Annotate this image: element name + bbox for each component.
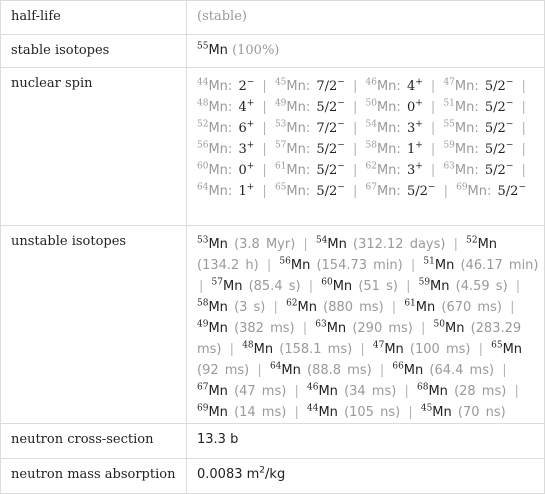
isotope-mass: 65 (491, 340, 503, 351)
spin-mass: 44 (197, 77, 209, 88)
spin-value: 6 (238, 121, 247, 136)
separator: | (430, 163, 436, 178)
spin-mass: 69 (456, 182, 468, 193)
spin-parity: − (337, 98, 345, 109)
isotope-half-life: (283.29 ms) (197, 321, 522, 357)
isotope-half-life: (64.4 ms) (429, 363, 495, 378)
isotope-mass: 54 (315, 235, 328, 246)
row-nuclear-spin (1, 68, 545, 226)
spin-value: 5/2 (497, 184, 519, 199)
isotope-mass: 53 (197, 235, 209, 246)
spin-parity: + (415, 77, 423, 88)
separator: | (352, 121, 358, 136)
unstable-isotope-entry (307, 384, 396, 399)
spin-element: Mn: (454, 121, 479, 136)
isotope-half-life: (100 ms) (409, 342, 471, 357)
spin-entry (275, 121, 345, 136)
unstable-isotope-entry (417, 384, 506, 399)
separator: | (352, 142, 358, 157)
isotope-element: Mn (253, 342, 274, 357)
unstable-isotope-entry (197, 405, 286, 420)
unstable-isotope-entry (212, 279, 301, 294)
separator: | (266, 258, 272, 273)
isotope-mass: 62 (286, 298, 298, 309)
isotope-half-life: (290 ms) (352, 321, 413, 336)
isotope-element: Mn (444, 321, 465, 336)
spin-mass: 54 (365, 119, 377, 130)
spin-element: Mn: (208, 184, 233, 199)
separator: | (391, 300, 397, 315)
spin-parity: + (415, 140, 423, 151)
spin-entry (275, 79, 345, 94)
spin-element: Mn: (376, 184, 401, 199)
separator: | (303, 237, 308, 252)
separator: | (262, 121, 267, 136)
isotope-half-life: (34 ms) (344, 384, 397, 399)
value-nuclear-spin (187, 68, 545, 226)
spin-value: 1 (238, 184, 247, 199)
spin-parity: − (337, 119, 345, 130)
isotope-half-life: (158.1 ms) (279, 342, 353, 357)
unstable-isotope-entry (242, 342, 352, 357)
separator: | (421, 321, 426, 336)
value-half-life (187, 1, 545, 35)
unstable-isotope-entry (321, 279, 398, 294)
spin-entry (197, 184, 254, 199)
isotope-element: Mn (477, 237, 498, 252)
spin-mass: 57 (274, 140, 287, 151)
isotope-element: Mn (326, 321, 347, 336)
separator: | (352, 163, 358, 178)
isotope-half-life: (47 ms) (234, 384, 287, 399)
isotope-element: Mn (430, 279, 450, 294)
spin-mass: 51 (443, 98, 455, 109)
separator: | (443, 184, 448, 199)
isotope-element: Mn (415, 300, 436, 315)
spin-parity: + (415, 161, 423, 172)
separator: | (406, 279, 411, 294)
separator: | (453, 237, 458, 252)
isotope-element: Mn (327, 237, 347, 252)
spin-mass: 45 (274, 77, 287, 88)
isotope-mass: 44 (307, 403, 319, 414)
row-stable-isotopes (1, 35, 545, 68)
spin-element: Mn: (208, 79, 233, 94)
isotope-element: Mn (318, 384, 338, 399)
isotope-mass: 59 (418, 277, 431, 288)
separator: | (262, 163, 267, 178)
spin-entry (366, 79, 423, 94)
isotope-mass: 58 (197, 298, 209, 309)
value-unstable-isotopes (187, 226, 545, 424)
isotope-half-life: (880 ms) (323, 300, 384, 315)
isotope-mass: 63 (315, 319, 327, 330)
isotope-half-life: (92 ms) (197, 363, 250, 378)
spin-entry (197, 121, 254, 136)
spin-parity: − (337, 182, 345, 193)
separator: | (257, 363, 262, 378)
spin-value: 5/2 (484, 100, 506, 115)
isotope-element: Mn (384, 342, 404, 357)
label-neutron-cross-section: neutron cross-section (1, 424, 187, 459)
separator: | (430, 100, 436, 115)
spin-element: Mn: (286, 142, 311, 157)
separator: | (404, 384, 409, 399)
isotope-half-life: (3 s) (234, 300, 266, 315)
separator: | (430, 79, 436, 94)
separator: | (510, 300, 515, 315)
isotope-element: Mn (403, 363, 424, 378)
separator: | (408, 405, 413, 420)
spin-value: 7/2 (316, 79, 338, 94)
spin-parity: − (337, 161, 345, 172)
unstable-isotope-entry (286, 300, 384, 315)
separator: | (352, 184, 358, 199)
isotope-half-life: (14 ms) (234, 405, 287, 420)
separator: | (521, 121, 526, 136)
spin-mass: 55 (443, 119, 455, 130)
neutron-mass-absorption-exponent: 2 (259, 465, 266, 476)
separator: | (410, 258, 416, 273)
isotope-mass: 66 (392, 361, 404, 372)
label-nuclear-spin: nuclear spin (1, 68, 187, 226)
spin-entry (443, 79, 513, 94)
spin-entry (366, 163, 423, 178)
spin-element: Mn: (376, 163, 401, 178)
isotope-mass: 46 (307, 382, 319, 393)
isotope-element: Mn (502, 342, 523, 357)
separator: | (199, 279, 204, 294)
isotope-half-life: (88.8 ms) (307, 363, 372, 378)
isotope-element: Mn (318, 405, 338, 420)
spin-value: 5/2 (316, 100, 338, 115)
spin-entry (275, 163, 345, 178)
isotope-mass: 57 (211, 277, 223, 288)
isotope-half-life: (28 ms) (454, 384, 507, 399)
isotope-half-life: (670 ms) (441, 300, 502, 315)
isotope-mass: 47 (372, 340, 385, 351)
separator: | (302, 321, 308, 336)
isotope-half-life: (134.2 h) (197, 258, 259, 273)
spin-element: Mn: (286, 100, 311, 115)
spin-value: 0 (238, 163, 247, 178)
separator: | (352, 100, 358, 115)
separator: | (294, 384, 299, 399)
isotope-mass: 61 (404, 298, 416, 309)
spin-element: Mn: (286, 121, 311, 136)
spin-value: 7/2 (316, 121, 338, 136)
separator: | (262, 79, 267, 94)
spin-element: Mn: (286, 184, 311, 199)
unstable-isotope-entry (315, 321, 413, 336)
spin-element: Mn: (208, 163, 233, 178)
isotope-mass: 52 (466, 235, 478, 246)
separator: | (294, 405, 299, 420)
spin-element: Mn: (467, 184, 492, 199)
separator: | (514, 384, 519, 399)
separator: | (521, 142, 526, 157)
unstable-isotopes-list (197, 234, 544, 423)
spin-element: Mn: (208, 121, 233, 136)
spin-value: 5/2 (484, 142, 506, 157)
isotope-element: Mn (208, 384, 228, 399)
unstable-isotope-entry (421, 405, 506, 420)
separator: | (515, 279, 521, 294)
spin-parity: − (505, 161, 514, 172)
isotope-mass: 60 (321, 277, 333, 288)
spin-parity: − (518, 182, 526, 193)
spin-element: Mn: (376, 79, 401, 94)
spin-mass: 60 (197, 161, 209, 172)
spin-mass: 65 (274, 182, 287, 193)
separator: | (430, 142, 436, 157)
unstable-isotope-entry (423, 258, 538, 273)
spin-parity: − (505, 77, 514, 88)
isotope-mass: 49 (197, 319, 209, 330)
spin-parity: − (337, 140, 345, 151)
spin-parity: + (415, 119, 423, 130)
spin-element: Mn: (286, 163, 311, 178)
unstable-isotope-entry (197, 237, 295, 252)
separator: | (521, 163, 526, 178)
spin-parity: + (246, 161, 255, 172)
spin-parity: + (246, 98, 255, 109)
unstable-isotope-entry (279, 258, 402, 273)
unstable-isotope-entry (316, 237, 446, 252)
unstable-isotope-entry (404, 300, 502, 315)
neutron-cross-section-value: 13.3 b (187, 424, 545, 459)
isotope-mass: 56 (279, 256, 291, 267)
isotope-element: Mn (432, 405, 452, 420)
isotope-element: Mn (297, 300, 317, 315)
value-stable-isotopes (187, 35, 545, 68)
row-neutron-mass-absorption (1, 459, 545, 494)
separator: | (262, 100, 267, 115)
isotope-element: Mn (208, 405, 228, 420)
spin-mass: 58 (365, 140, 377, 151)
isotope-mass: 64 (269, 361, 282, 372)
spin-entry (366, 142, 423, 157)
spin-value: 1 (406, 142, 416, 157)
isotope-mass: 50 (433, 319, 445, 330)
isotope-mass: 45 (420, 403, 433, 414)
unstable-isotope-entry (307, 405, 400, 420)
spin-mass: 61 (274, 161, 287, 172)
spin-mass: 46 (365, 77, 377, 88)
separator: | (521, 100, 526, 115)
stable-isotope-mass: 55 (197, 41, 209, 52)
spin-entry (197, 79, 254, 94)
isotope-element: Mn (208, 300, 228, 315)
spin-value: 5/2 (484, 79, 506, 94)
spin-mass: 56 (197, 140, 209, 151)
unstable-isotope-entry (197, 321, 295, 336)
spin-value: 3 (406, 121, 416, 136)
isotope-half-life: (4.59 s) (455, 279, 508, 294)
spin-element: Mn: (454, 79, 479, 94)
spin-value: 4 (406, 79, 416, 94)
stable-isotope-element: Mn (208, 43, 228, 58)
spin-mass: 47 (443, 77, 455, 88)
isotope-half-life: (105 ns) (344, 405, 401, 420)
isotope-element: Mn (208, 237, 228, 252)
spin-mass: 52 (197, 119, 209, 130)
spin-entry (275, 100, 345, 115)
separator: | (229, 342, 235, 357)
spin-entry (275, 184, 345, 199)
spin-value: 5/2 (316, 184, 338, 199)
isotope-element: Mn (281, 363, 301, 378)
half-life-value: (stable) (197, 9, 247, 24)
isotope-element: Mn (428, 384, 448, 399)
isotope-element: Mn (208, 321, 228, 336)
separator: | (360, 342, 365, 357)
spin-parity: + (415, 98, 423, 109)
spin-value: 5/2 (484, 163, 506, 178)
isotope-half-life: (3.8 Myr) (234, 237, 296, 252)
spin-entry (197, 100, 254, 115)
label-half-life: half-life (1, 1, 187, 35)
separator: | (502, 363, 507, 378)
spin-mass: 49 (274, 98, 287, 109)
spin-parity: + (246, 182, 255, 193)
spin-element: Mn: (376, 142, 401, 157)
spin-entry (443, 100, 513, 115)
spin-element: Mn: (454, 163, 479, 178)
separator: | (262, 142, 267, 157)
spin-mass: 63 (443, 161, 455, 172)
nuclear-spin-list (197, 76, 544, 202)
spin-entry (366, 121, 423, 136)
spin-parity: − (337, 77, 345, 88)
value-neutron-mass-absorption (187, 459, 545, 494)
unstable-isotope-entry (270, 363, 372, 378)
unstable-isotope-entry (392, 363, 494, 378)
neutron-mass-absorption-unit: /kg (265, 467, 286, 482)
spin-value: 0 (406, 100, 416, 115)
isotope-mass: 69 (197, 403, 209, 414)
label-stable-isotopes: stable isotopes (1, 35, 187, 68)
isotope-half-life: (51 s) (358, 279, 398, 294)
spin-parity: − (246, 77, 255, 88)
spin-entry (197, 163, 254, 178)
separator: | (521, 79, 526, 94)
spin-entry (443, 121, 513, 136)
separator: | (478, 342, 483, 357)
isotope-half-life: (85.4 s) (248, 279, 301, 294)
spin-value: 5/2 (406, 184, 428, 199)
spin-entry (456, 184, 526, 199)
spin-entry (275, 142, 345, 157)
spin-parity: + (246, 140, 255, 151)
spin-element: Mn: (286, 79, 311, 94)
separator: | (379, 363, 385, 378)
row-unstable-isotopes (1, 226, 545, 424)
spin-value: 5/2 (484, 121, 506, 136)
spin-element: Mn: (208, 142, 233, 157)
spin-element: Mn: (208, 100, 233, 115)
row-half-life (1, 1, 545, 35)
spin-value: 2 (238, 79, 247, 94)
isotope-element: Mn (290, 258, 311, 273)
isotope-mass: 68 (417, 382, 429, 393)
separator: | (430, 121, 436, 136)
spin-entry (366, 100, 423, 115)
spin-parity: − (505, 98, 514, 109)
spin-mass: 67 (365, 182, 377, 193)
separator: | (273, 300, 278, 315)
unstable-isotope-entry (419, 279, 508, 294)
isotope-element: Mn (222, 279, 243, 294)
label-neutron-mass-absorption: neutron mass absorption (1, 459, 187, 494)
isotope-element: Mn (434, 258, 455, 273)
isotope-element: Mn (332, 279, 353, 294)
separator: | (262, 184, 267, 199)
unstable-isotope-entry (197, 384, 286, 399)
spin-mass: 48 (197, 98, 209, 109)
unstable-isotope-entry (373, 342, 471, 357)
isotope-half-life: (312.12 days) (353, 237, 446, 252)
spin-entry (443, 163, 513, 178)
spin-element: Mn: (454, 100, 479, 115)
spin-entry (443, 142, 513, 157)
spin-element: Mn: (376, 121, 401, 136)
separator: | (352, 79, 358, 94)
spin-parity: − (427, 182, 436, 193)
isotope-mass: 67 (197, 382, 209, 393)
spin-parity: + (246, 119, 255, 130)
spin-value: 5/2 (316, 163, 338, 178)
spin-mass: 53 (274, 119, 287, 130)
separator: | (308, 279, 314, 294)
spin-entry (197, 142, 254, 157)
isotope-mass: 48 (242, 340, 254, 351)
spin-parity: − (505, 140, 514, 151)
spin-value: 4 (238, 100, 247, 115)
isotope-half-life: (70 ns) (457, 405, 506, 420)
spin-element: Mn: (454, 142, 479, 157)
stable-isotope-abundance: (100%) (232, 43, 280, 58)
spin-mass: 62 (365, 161, 377, 172)
spin-value: 3 (406, 163, 416, 178)
isotope-mass: 51 (423, 256, 435, 267)
spin-mass: 50 (365, 98, 377, 109)
spin-value: 3 (238, 142, 247, 157)
isotope-half-life: (382 ms) (234, 321, 295, 336)
isotope-half-life: (46.17 min) (460, 258, 539, 273)
unstable-isotope-entry (197, 300, 265, 315)
label-unstable-isotopes: unstable isotopes (1, 226, 187, 424)
isotope-half-life: (154.73 min) (316, 258, 403, 273)
spin-entry (366, 184, 436, 199)
spin-parity: − (505, 119, 514, 130)
spin-mass: 59 (443, 140, 455, 151)
spin-element: Mn: (376, 100, 401, 115)
spin-mass: 64 (197, 182, 209, 193)
spin-value: 5/2 (316, 142, 338, 157)
row-neutron-cross-section (1, 424, 545, 459)
neutron-mass-absorption-value: 0.0083 m (197, 467, 260, 482)
